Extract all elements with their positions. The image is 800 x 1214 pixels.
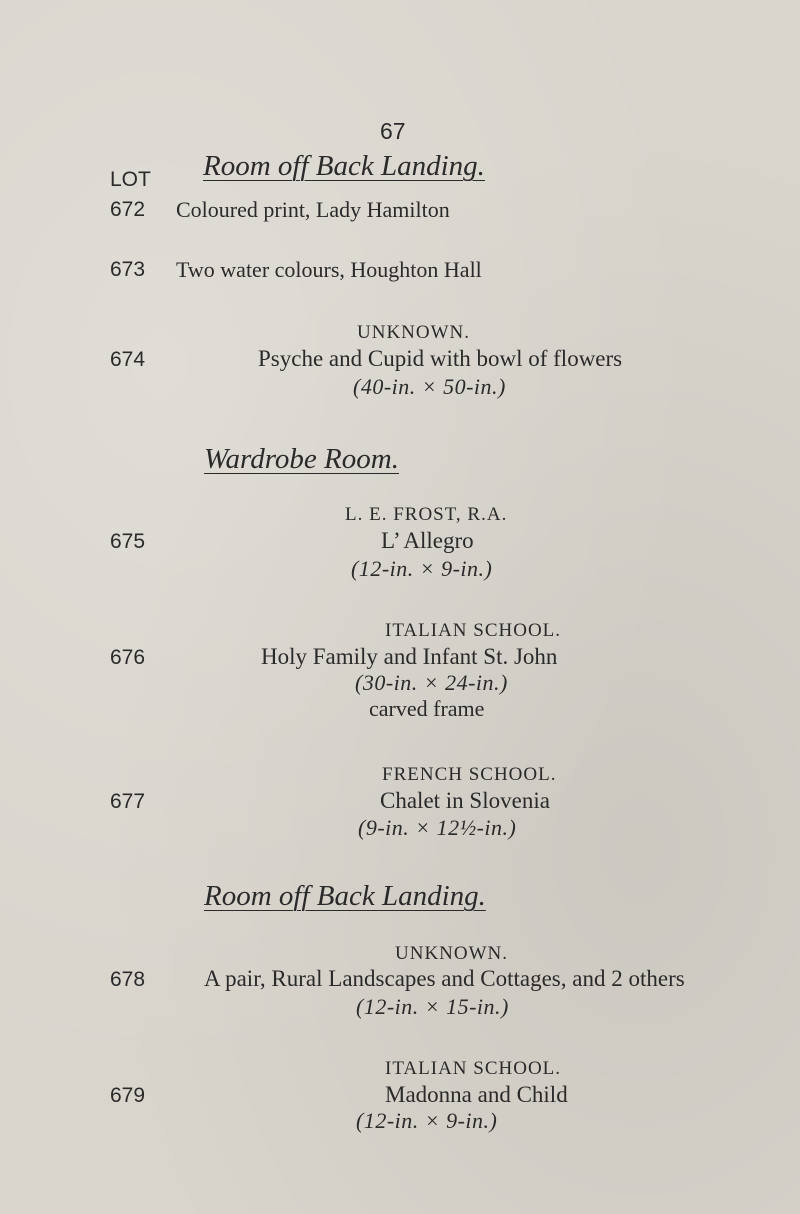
lot-number: 675 <box>110 530 146 553</box>
lot-artist: ITALIAN SCHOOL. <box>385 1058 562 1079</box>
lot-number: 679 <box>110 1084 146 1107</box>
section-heading: Room off Back Landing. <box>203 150 485 182</box>
page-number: 67 <box>380 118 406 144</box>
lot-number: 673 <box>110 258 146 281</box>
lot-number: 678 <box>110 968 146 991</box>
lot-artist: UNKNOWN. <box>357 322 471 343</box>
lot-dimensions: (30-in. × 24-in.) <box>355 670 508 695</box>
lot-artist: UNKNOWN. <box>395 943 509 964</box>
lot-number: 674 <box>110 348 146 371</box>
lot-number: 677 <box>110 790 146 813</box>
lot-title: Holy Family and Infant St. John <box>261 644 558 669</box>
lot-title: A pair, Rural Landscapes and Cottages, and 2 others <box>204 966 685 991</box>
lot-artist: FRENCH SCHOOL. <box>382 764 557 785</box>
lot-number: 676 <box>110 646 146 669</box>
lot-artist: ITALIAN SCHOOL. <box>385 620 562 641</box>
lot-description: Coloured print, Lady Hamilton <box>176 197 450 222</box>
lot-dimensions: (12-in. × 9-in.) <box>356 1108 498 1133</box>
lot-dimensions: (40-in. × 50-in.) <box>353 374 506 399</box>
lot-artist: L. E. FROST, R.A. <box>345 504 508 525</box>
section-heading: Wardrobe Room. <box>204 443 399 475</box>
lot-title: Chalet in Slovenia <box>380 788 550 813</box>
lot-title: Psyche and Cupid with bowl of flowers <box>258 346 623 371</box>
lot-title: Madonna and Child <box>385 1082 568 1107</box>
lot-title: L’ Allegro <box>381 528 474 553</box>
lot-note: carved frame <box>369 696 485 721</box>
section-heading: Room off Back Landing. <box>204 880 486 912</box>
lot-description: Two water colours, Houghton Hall <box>176 257 482 282</box>
lot-dimensions: (9-in. × 12½-in.) <box>358 815 517 840</box>
lot-number: 672 <box>110 198 146 221</box>
lot-dimensions: (12-in. × 15-in.) <box>356 994 509 1019</box>
lot-column-header: LOT <box>110 168 151 191</box>
lot-dimensions: (12-in. × 9-in.) <box>351 556 493 581</box>
